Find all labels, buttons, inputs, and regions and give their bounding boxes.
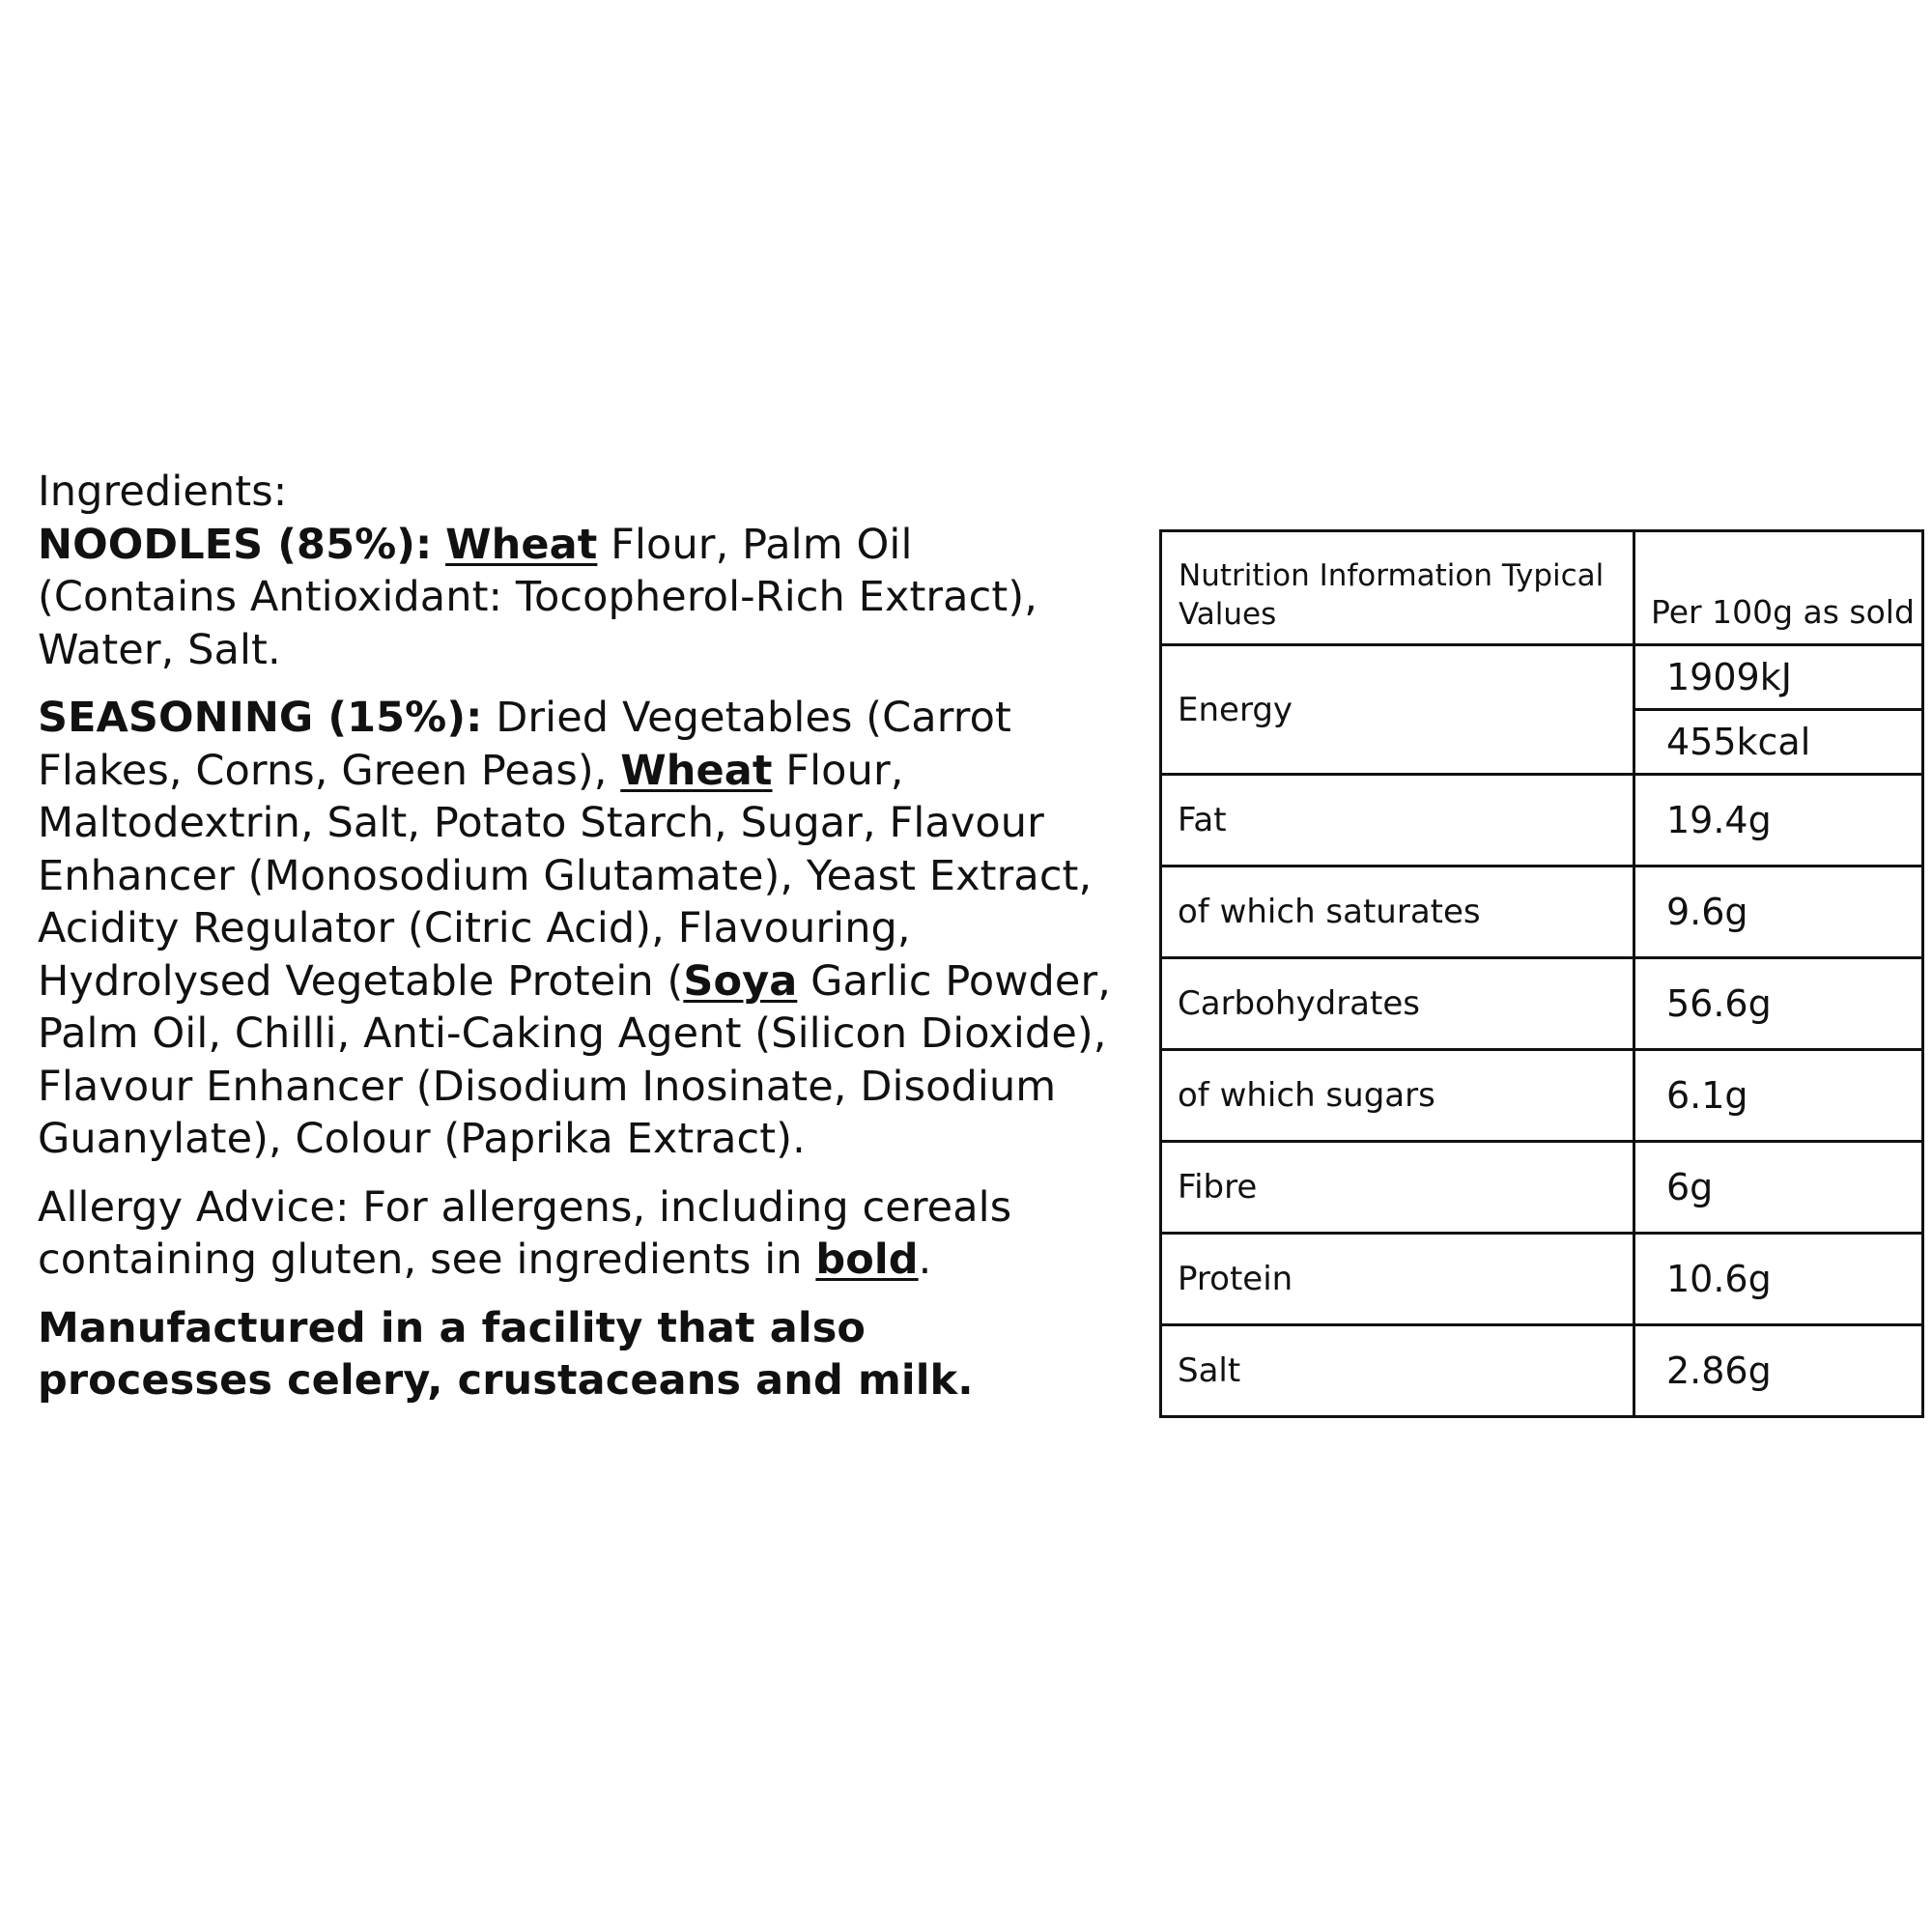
allergy-advice xyxy=(38,1181,1115,1287)
nutrition-header-value: Per 100g as sold xyxy=(1634,531,1923,645)
salt-label: Salt xyxy=(1161,1325,1634,1417)
nutrition-table xyxy=(1159,529,1924,1418)
allergy-advice-bold-word: bold xyxy=(815,1236,919,1284)
table-row xyxy=(1161,1050,1923,1142)
table-row xyxy=(1161,867,1923,958)
allergy-advice-end: . xyxy=(918,1236,932,1284)
facility-warning: Manufactured in a facility that also processes celery, crustaceans and milk. xyxy=(38,1303,974,1405)
noodles-paragraph xyxy=(38,519,1115,677)
saturates-value: 9.6g xyxy=(1634,867,1923,958)
protein-label: Protein xyxy=(1161,1234,1634,1325)
fibre-label: Fibre xyxy=(1161,1142,1634,1234)
fibre-value: 6g xyxy=(1634,1142,1923,1234)
ingredients-heading: Ingredients: xyxy=(38,468,288,516)
table-row xyxy=(1161,1142,1923,1234)
seasoning-text-b: Flour, Maltodextrin, Salt, Potato Starch, Sugar, Flavour Enhancer (Monosodium Glutamate), Yeast Extract, Acidity Regulator (Citric Acid), Flavouring, Hydrolysed Vegetable Protein ( xyxy=(38,746,1093,1006)
ingredients-panel xyxy=(38,466,1115,1423)
carbohydrates-value: 56.6g xyxy=(1634,958,1923,1050)
seasoning-allergen-soya: Soya xyxy=(683,956,798,1006)
seasoning-text-c: Garlic Powder, Palm Oil, Chilli, Anti-Caking Agent (Silicon Dioxide), Flavour Enhancer (Disodium Inosinate, Disodium Guanylate), Colour (Paprika Extract). xyxy=(38,956,1112,1163)
table-row xyxy=(1161,958,1923,1050)
fat-value: 19.4g xyxy=(1634,775,1923,867)
noodles-title: NOODLES (85%): xyxy=(38,520,433,569)
table-row xyxy=(1161,775,1923,867)
noodles-text: Flour, Palm Oil (Contains Antioxidant: Tocopherol-Rich Extract), Water, Salt. xyxy=(38,520,1037,674)
energy-kcal-value: 455kcal xyxy=(1634,710,1923,775)
energy-kj-value: 1909kJ xyxy=(1634,645,1923,710)
carbohydrates-label: Carbohydrates xyxy=(1161,958,1634,1050)
allergy-advice-text: Allergy Advice: For allergens, including cereals containing gluten, see ingredients in xyxy=(38,1182,1012,1284)
sugars-label: of which sugars xyxy=(1161,1050,1634,1142)
seasoning-allergen-wheat: Wheat xyxy=(620,746,773,795)
table-row xyxy=(1161,1325,1923,1417)
protein-value: 10.6g xyxy=(1634,1234,1923,1325)
noodles-allergen-wheat: Wheat xyxy=(445,520,598,569)
seasoning-text-a: Dried Vegetables (Carrot Flakes, Corns, Green Peas), xyxy=(38,694,1011,795)
nutrition-header-label: Nutrition Information Typical Values xyxy=(1161,531,1634,645)
sugars-value: 6.1g xyxy=(1634,1050,1923,1142)
fat-label: Fat xyxy=(1161,775,1634,867)
seasoning-paragraph xyxy=(38,692,1115,1166)
energy-row-kj xyxy=(1161,645,1923,710)
saturates-label: of which saturates xyxy=(1161,867,1634,958)
table-row xyxy=(1161,1234,1923,1325)
seasoning-title: SEASONING (15%): xyxy=(38,694,483,742)
nutrition-header-row xyxy=(1161,531,1923,645)
energy-label: Energy xyxy=(1161,645,1634,775)
salt-value: 2.86g xyxy=(1634,1325,1923,1417)
